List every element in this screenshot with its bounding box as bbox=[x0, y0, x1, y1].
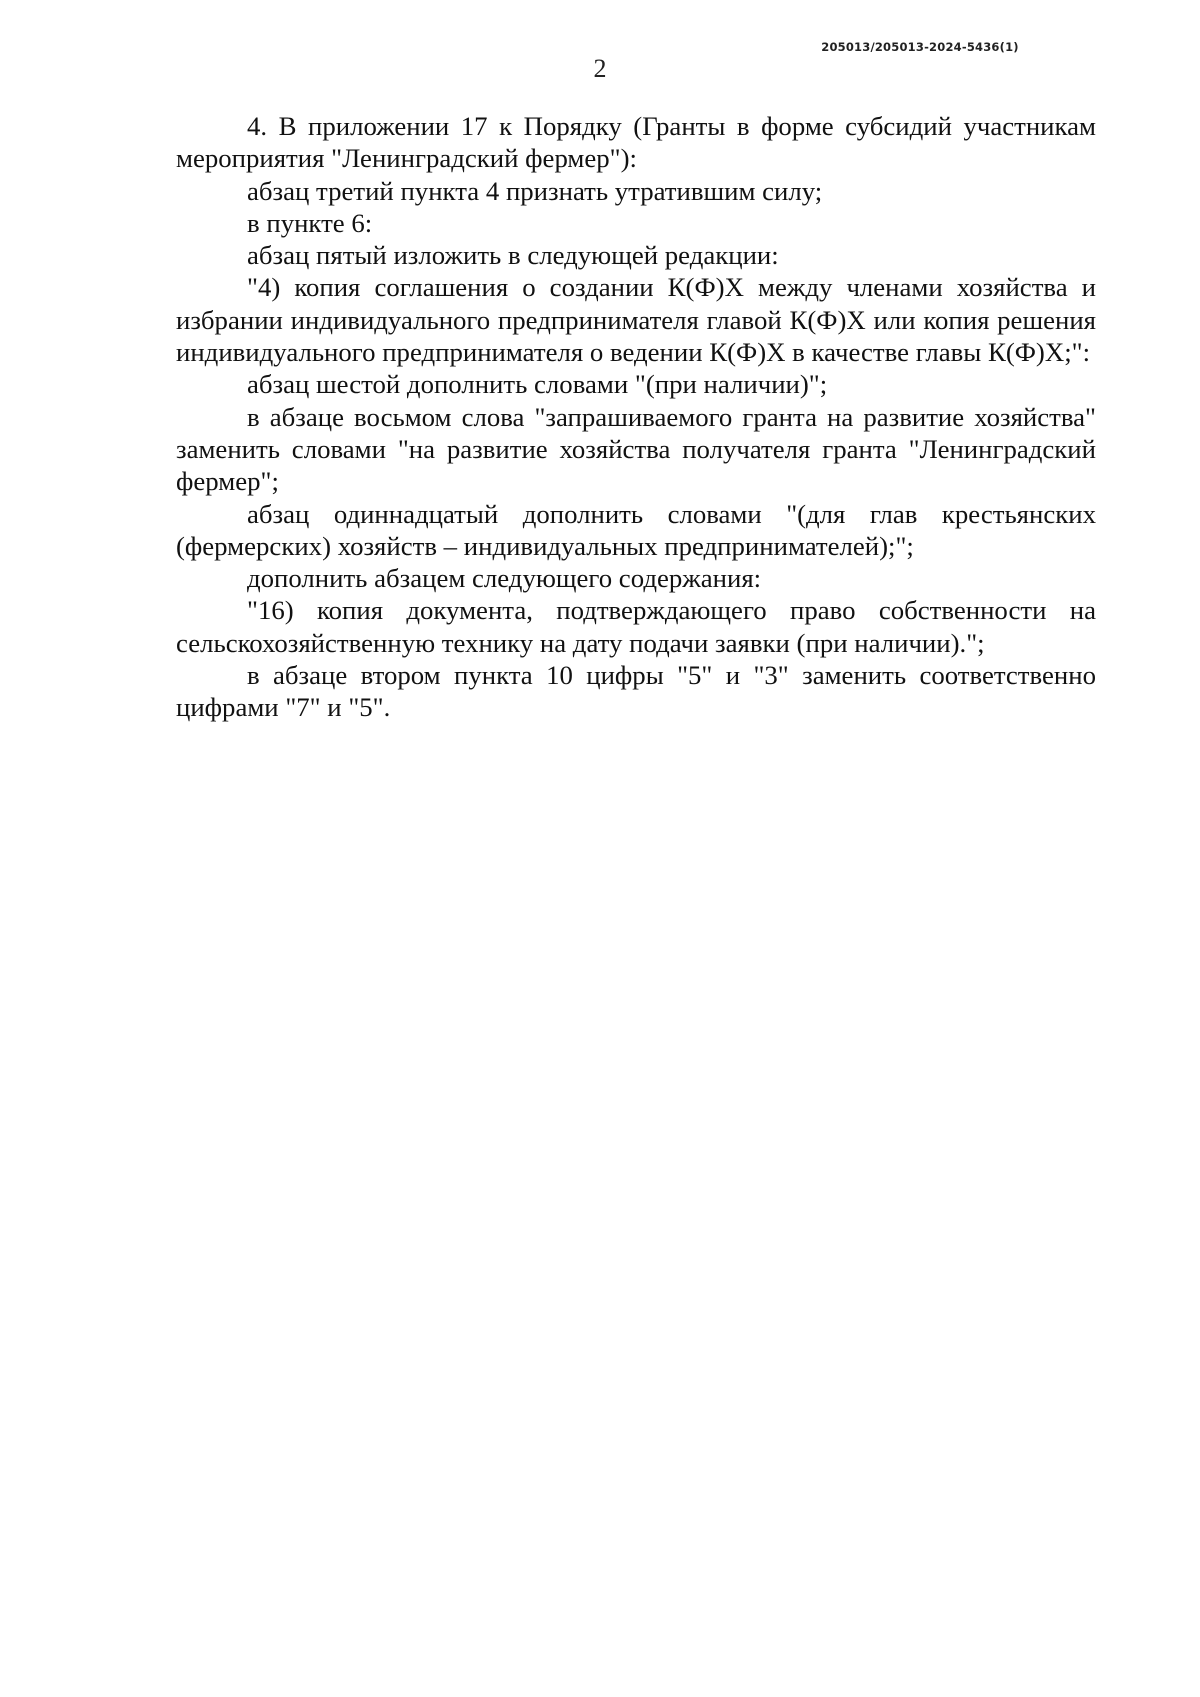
document-body bbox=[176, 110, 1096, 724]
paragraph-eleventh-abzac: абзац одиннадцатый дополнить словами "(для глав крестьянских (фермерских) хозяйств – индивидуальных предпринимателей);"; bbox=[176, 498, 1096, 561]
paragraph-add-abzac: дополнить абзацем следующего содержания: bbox=[247, 563, 762, 594]
paragraph-item-4-void: абзац третий пункта 4 признать утратившим силу; bbox=[247, 175, 823, 206]
page-number: 2 bbox=[593, 54, 607, 83]
paragraph-item-10: в абзаце втором пункта 10 цифры "5" и "3" заменить соответственно цифрами "7" и "5". bbox=[176, 660, 1096, 723]
paragraph-fifth-abzac: абзац пятый изложить в следующей редакции: bbox=[247, 240, 779, 271]
document-id: 205013/205013-2024-5436(1) bbox=[821, 40, 1019, 54]
paragraph-eighth-abzac: в абзаце восьмом слова "запрашиваемого гранта на развитие хозяйства" заменить словами "на развитие хозяйства получателя гранта "Ленинградский фермер"; bbox=[176, 401, 1096, 497]
paragraph-item-6: в пункте 6: bbox=[247, 207, 373, 238]
paragraph-quote-16: "16) копия документа, подтверждающего право собственности на сельскохозяйственную технику на дату подачи заявки (при наличии)."; bbox=[176, 595, 1096, 658]
paragraph-quote-4: "4) копия соглашения о создании К(Ф)Х между членами хозяйства и избрании индивидуального предпринимателя главой К(Ф)Х или копия решения индивидуального предпринимателя о ведении К(Ф)Х в качестве главы К(Ф)Х;": bbox=[176, 272, 1096, 368]
paragraph-sixth-abzac: абзац шестой дополнить словами "(при наличии)"; bbox=[247, 369, 828, 400]
paragraph-appendix-17: 4. В приложении 17 к Порядку (Гранты в форме субсидий участникам мероприятия "Ленинградский фермер"): bbox=[176, 111, 1096, 174]
